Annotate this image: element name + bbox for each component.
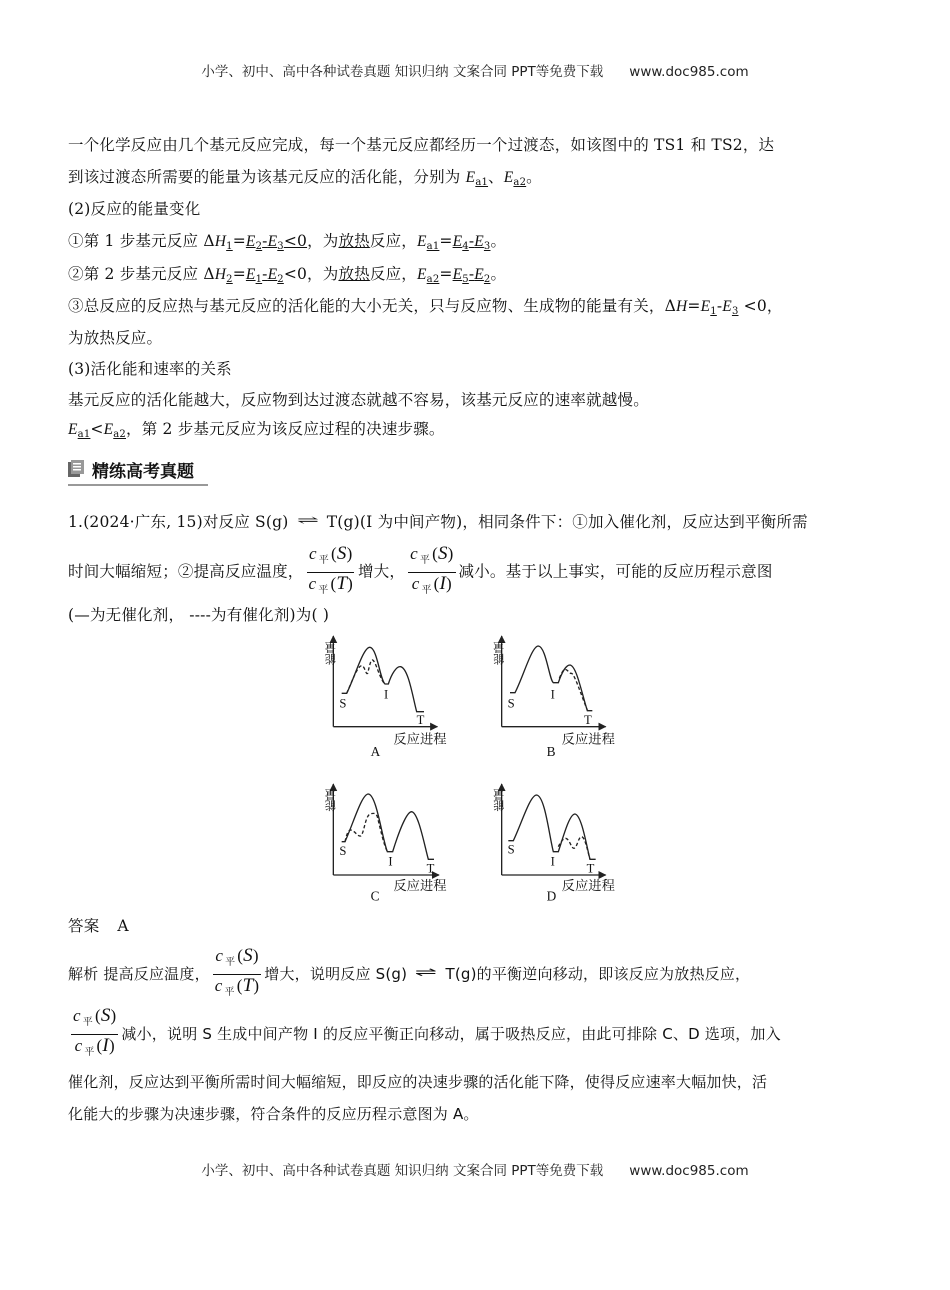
- question-line: [68, 603, 329, 625]
- paren: ): [347, 574, 353, 593]
- species-label-s: S: [507, 842, 515, 857]
- text-run: 化能大的步骤为决速步骤，符合条件的反应历程示意图为 A。: [68, 1105, 479, 1123]
- paren: ): [253, 976, 260, 995]
- text-run: 3: [483, 241, 491, 252]
- subscript: 平: [84, 1047, 95, 1058]
- text-run: 增大，说明反应 S(g): [264, 965, 408, 983]
- species-label-i: I: [384, 687, 389, 702]
- species: S: [243, 945, 253, 966]
- text-run: E: [245, 266, 256, 283]
- footer-url[interactable]: www.doc985.com: [629, 1163, 749, 1179]
- variable: c: [410, 544, 418, 563]
- body-line: [68, 294, 783, 317]
- analysis-line: [68, 945, 750, 1004]
- x-axis-label: 反应进程: [393, 731, 447, 747]
- text-run: 减小，说明 S 生成中间产物 I 的反应平衡正向移动，属于吸热反应，由此可排除 C、D 选项，加入: [121, 1025, 781, 1043]
- text-run: E: [267, 266, 278, 283]
- species-label-s: S: [339, 844, 347, 858]
- text-run: =: [232, 232, 246, 250]
- paren: (: [432, 544, 438, 563]
- text-run: 一个化学反应由几个基元反应完成，每一个基元反应都经历一个过渡态，如该图中的 TS1 和 TS2，达: [68, 136, 775, 154]
- variable: c: [215, 946, 224, 965]
- text-run: ③总反应的反应热与基元反应的活化能的大小无关，只与反应物、生成物的能量有关，Δ: [68, 297, 676, 315]
- paren: (: [237, 946, 244, 965]
- species-label-i: I: [550, 854, 555, 869]
- text-run: 到该过渡态所需要的能量为该基元反应的活化能，分别为: [68, 168, 466, 186]
- species: S: [437, 543, 448, 564]
- species-label-t: T: [584, 713, 592, 727]
- text-run: E: [465, 169, 476, 186]
- text-run: =: [439, 265, 453, 283]
- species: I: [102, 1035, 109, 1056]
- subheading-activation-rate: [68, 357, 232, 379]
- answer-line: [68, 914, 129, 936]
- uncatalyzed-curve: [342, 647, 424, 711]
- body-line: [68, 417, 445, 440]
- text-run: ，为: [307, 232, 339, 250]
- header-text: 小学、初中、高中各种试卷真题 知识归纳 文案合同 PPT等免费下载: [201, 64, 604, 80]
- species: S: [336, 543, 347, 564]
- text-run: E: [452, 233, 463, 250]
- analysis-line: [68, 1071, 767, 1092]
- text-run: E: [267, 233, 278, 250]
- text-run: E: [503, 169, 514, 186]
- species-label-s: S: [339, 696, 347, 711]
- text-run: <0，为: [283, 265, 339, 283]
- body-line: [68, 326, 162, 348]
- text-run: 放热: [338, 265, 370, 283]
- body-line: [68, 133, 774, 155]
- equilibrium-arrow: ⇌: [415, 965, 438, 979]
- variable: c: [308, 574, 317, 593]
- subscript: 平: [224, 987, 235, 998]
- subscript: 平: [82, 1017, 93, 1028]
- text-run: 时间大幅缩短；②提高反应温度，: [68, 562, 304, 581]
- text-run: (—为无催化剂， ----为有催化剂)为( ): [68, 606, 330, 624]
- text-run: 2: [277, 274, 284, 285]
- species: I: [439, 573, 447, 594]
- text-run: 1: [255, 274, 263, 285]
- y-axis-label: 能量: [493, 642, 506, 665]
- text-run: ，第 2 步基元反应为该反应过程的决速步骤。: [126, 420, 445, 438]
- denominator: [307, 573, 355, 602]
- text-run: E: [474, 233, 484, 250]
- paren: ): [252, 946, 259, 965]
- paren: (: [236, 976, 243, 995]
- text-run: 3: [277, 241, 284, 252]
- diagram-c: [333, 784, 439, 875]
- text-run: 催化剂，反应达到平衡所需时间大幅缩短，即反应的决速步骤的活化能下降，使得反应速率大幅加快，活: [68, 1073, 768, 1091]
- species-label-t: T: [416, 713, 425, 727]
- text-run: 。: [526, 168, 542, 186]
- text-run: a2: [113, 429, 126, 440]
- numerator: [307, 543, 354, 573]
- paren: ): [108, 1036, 115, 1055]
- subheading-energy-change: [68, 197, 200, 219]
- page-footer: [0, 1159, 950, 1179]
- paren: ): [446, 574, 452, 593]
- text-run: <0，: [738, 297, 783, 315]
- question-line: [68, 543, 773, 602]
- option-label-a: A: [370, 744, 381, 759]
- x-axis-label: 反应进程: [561, 731, 615, 747]
- header-url[interactable]: www.doc985.com: [629, 64, 749, 80]
- text-run: a1: [426, 241, 440, 252]
- text-run: -: [262, 265, 268, 283]
- text-run: -: [468, 232, 475, 250]
- text-run: E: [245, 233, 256, 250]
- catalyzed-curve: [345, 813, 387, 851]
- book-icon: [68, 460, 84, 477]
- paren: (: [330, 574, 337, 593]
- paren: ): [110, 1006, 117, 1025]
- text-run: =: [687, 297, 701, 315]
- paren: (: [94, 1006, 101, 1025]
- text-run: (3)活化能和速率的关系: [68, 360, 232, 378]
- text-run: =: [232, 265, 246, 283]
- species-label-i: I: [550, 687, 555, 702]
- option-label-b: B: [546, 744, 556, 759]
- species: T: [336, 573, 348, 594]
- text-run: H: [214, 266, 227, 283]
- text-run: a1: [475, 177, 489, 188]
- text-run: =: [439, 232, 453, 250]
- catalyzed-curve: [559, 669, 587, 710]
- page-header: [0, 60, 950, 80]
- text-run: 放热: [338, 232, 370, 250]
- species-label-i: I: [388, 854, 393, 869]
- text-run: 增大，: [358, 562, 406, 581]
- paren: (: [96, 1036, 103, 1055]
- subscript: 平: [318, 585, 329, 596]
- text-run: a1: [77, 429, 91, 440]
- text-run: H: [676, 298, 688, 315]
- y-axis-label: 能量: [493, 788, 506, 812]
- text-run: E: [474, 266, 484, 283]
- subscript: 平: [318, 555, 329, 566]
- numerator: [213, 945, 260, 975]
- body-line: [68, 388, 649, 410]
- text-run: E: [416, 266, 427, 283]
- text-run: a2: [426, 274, 440, 285]
- text-run: 反应，: [369, 265, 417, 283]
- species: T: [242, 975, 254, 996]
- paren: (: [331, 544, 337, 563]
- text-run: a2: [513, 177, 527, 188]
- text-run: (2)反应的能量变化: [68, 200, 201, 218]
- text-run: T(g)的平衡逆向移动，即该反应为放热反应，: [445, 965, 751, 983]
- species-label-s: S: [507, 696, 515, 711]
- footer-text: 小学、初中、高中各种试卷真题 知识归纳 文案合同 PPT等免费下载: [201, 1163, 604, 1179]
- subscript: 平: [419, 555, 431, 566]
- text-run: E: [103, 421, 114, 438]
- body-line: [68, 229, 506, 252]
- y-axis-label: 能量: [325, 788, 338, 812]
- text-run: 反应，: [369, 232, 417, 250]
- answer-label: 答案: [68, 917, 100, 935]
- text-run: -: [262, 232, 268, 250]
- text-run: E: [452, 266, 463, 283]
- text-run: E: [700, 298, 711, 315]
- variable: c: [73, 1006, 81, 1025]
- option-label-d: D: [546, 888, 557, 904]
- option-label-c: C: [370, 888, 380, 904]
- numerator: [71, 1005, 118, 1035]
- text-run: 1: [226, 241, 233, 252]
- text-run: T(g)(I 为中间产物)，相同条件下：①加入催化剂，反应达到平衡所需: [326, 513, 808, 531]
- concentration-ratio-fraction: [307, 543, 355, 602]
- reaction-energy-diagrams: [300, 630, 640, 910]
- analysis-line: [68, 1005, 781, 1064]
- numerator: [408, 543, 455, 573]
- catalyzed-curve: [347, 660, 385, 693]
- subscript: 平: [225, 957, 236, 968]
- text-run: 。: [490, 232, 507, 250]
- text-run: ②第 2 步基元反应 Δ: [68, 265, 215, 283]
- text-run: 1.(2024·广东, 15)对反应 S(g): [68, 513, 289, 531]
- text-run: 减小。基于以上事实，可能的反应历程示意图: [458, 562, 773, 581]
- subscript: 平: [421, 585, 432, 596]
- text-run: 5: [462, 274, 469, 285]
- body-line: [68, 165, 542, 188]
- y-axis-label: 能量: [325, 642, 338, 665]
- analysis-line: [68, 1103, 479, 1124]
- text-run: 4: [462, 241, 469, 252]
- text-run: E: [416, 233, 427, 250]
- section-heading: [68, 456, 208, 486]
- text-run: <0: [283, 232, 308, 250]
- text-run: 解析 提高反应温度，: [68, 965, 210, 983]
- text-run: 2: [255, 241, 263, 252]
- paren: ): [447, 544, 454, 563]
- paren: ): [346, 544, 353, 563]
- denominator: [410, 573, 454, 602]
- uncatalyzed-curve: [342, 794, 434, 859]
- x-axis-label: 反应进程: [561, 878, 615, 893]
- text-run: 、: [488, 168, 504, 186]
- denominator: [73, 1035, 117, 1064]
- text-run: 基元反应的活化能越大，反应物到达过渡态就越不容易，该基元反应的速率就越慢。: [68, 391, 649, 409]
- concentration-ratio-fraction: [213, 945, 261, 1004]
- variable: c: [309, 544, 317, 563]
- variable: c: [214, 976, 223, 995]
- text-run: ①第 1 步基元反应 Δ: [68, 232, 215, 250]
- text-run: E: [68, 421, 78, 438]
- answer-value: A: [117, 917, 129, 935]
- concentration-ratio-fraction: [408, 543, 455, 602]
- variable: c: [74, 1036, 83, 1055]
- text-run: 。: [490, 265, 507, 283]
- text-run: 1: [710, 306, 717, 317]
- text-run: 为放热反应。: [68, 329, 163, 347]
- text-run: -: [716, 297, 723, 315]
- concentration-ratio-fraction: [71, 1005, 118, 1064]
- text-run: <: [90, 420, 104, 438]
- species-label-t: T: [586, 861, 595, 876]
- x-axis-label: 反应进程: [393, 878, 447, 893]
- paren: (: [433, 574, 440, 593]
- variable: c: [411, 574, 420, 593]
- text-run: -: [468, 265, 475, 283]
- text-run: E: [722, 298, 732, 315]
- section-title: 精练高考真题: [92, 462, 194, 482]
- species-label-t: T: [426, 861, 435, 876]
- equilibrium-arrow: ⇌: [296, 513, 319, 527]
- denominator: [213, 975, 261, 1004]
- text-run: H: [214, 233, 227, 250]
- species: S: [100, 1005, 111, 1026]
- question-line: [68, 510, 808, 532]
- text-run: 2: [483, 274, 491, 285]
- text-run: 2: [226, 274, 233, 285]
- text-run: 3: [731, 306, 739, 317]
- body-line: [68, 262, 506, 285]
- uncatalyzed-curve: [508, 795, 595, 859]
